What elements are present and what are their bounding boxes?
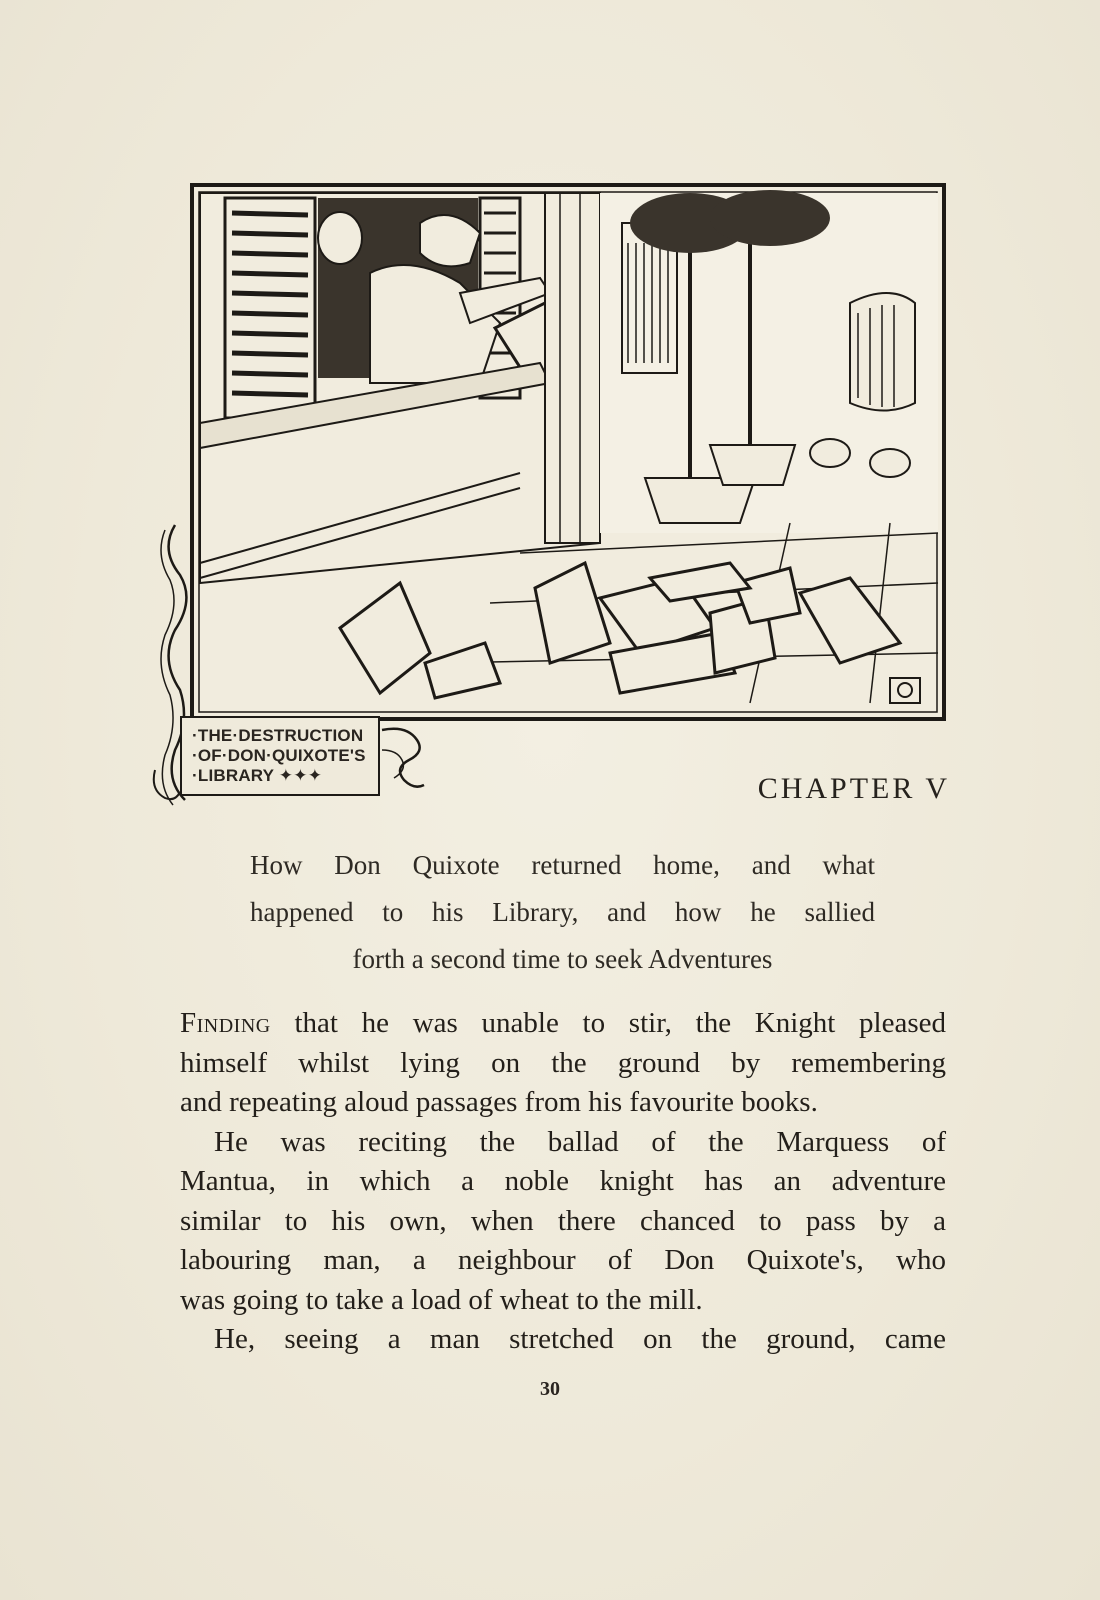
paragraph-2-line: labouring man, a neighbour of Don Quixote's, who (180, 1244, 946, 1276)
illustration-caption (180, 716, 380, 796)
opening-word: Finding (180, 1007, 271, 1039)
page-number: 30 (540, 1378, 560, 1400)
paragraph-1-line: himself whilst lying on the ground by remembering (180, 1046, 946, 1079)
summary-line: How Don Quixote returned home, and what (250, 850, 875, 880)
caption-line: ·THE·DESTRUCTION (192, 726, 364, 745)
paragraph-1-line: and repeating aloud passages from his favourite books. (180, 1086, 818, 1118)
chapter-heading: CHAPTER V (757, 772, 950, 805)
body-text (180, 1004, 946, 1360)
caption-line: ·LIBRARY ✦✦✦ (192, 766, 323, 785)
paragraph-2-line: Mantua, in which a noble knight has an adventure (180, 1165, 946, 1197)
paragraph-1-line: Finding that he was unable to stir, the Knight pleased (180, 1007, 946, 1039)
caption-line: ·OF·DON·QUIXOTE'S (192, 746, 366, 765)
chapter-summary (250, 842, 875, 983)
paragraph-2-line: was going to take a load of wheat to the mill. (180, 1283, 703, 1316)
summary-line: forth a second time to seek Adventures (352, 944, 773, 974)
paragraph-3-line: He, seeing a man stretched on the ground, came (214, 1323, 946, 1355)
paragraph-2-line: similar to his own, when there chanced to pass by a (180, 1204, 946, 1237)
paragraph-2-line: He was reciting the ballad of the Marquess of (214, 1125, 946, 1158)
illustration-destruction-of-library (190, 183, 946, 721)
summary-line: happened to his Library, and how he sallied (250, 897, 875, 927)
scroll-ornament-right (380, 725, 430, 795)
